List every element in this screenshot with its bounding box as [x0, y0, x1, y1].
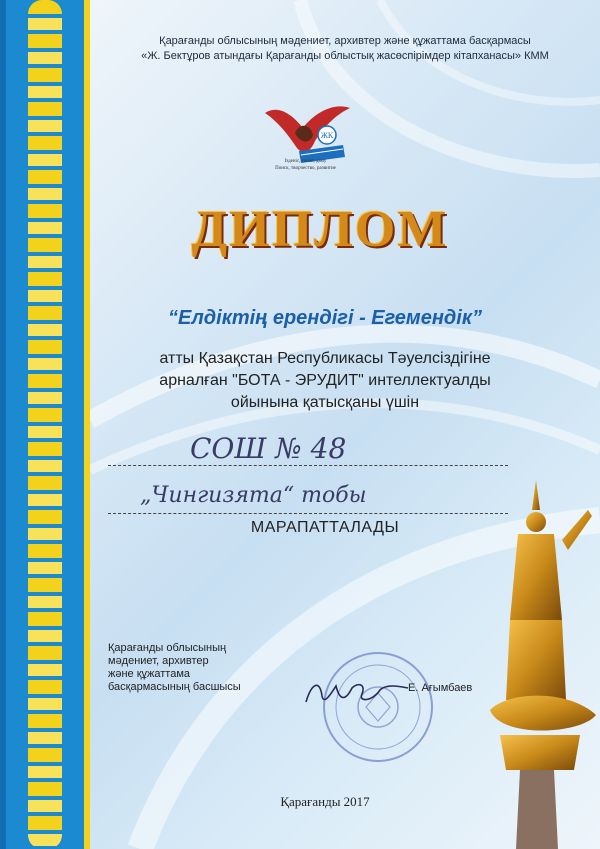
recipient-line-2: [108, 513, 508, 514]
recipient-team: „Чингизята“ тобы: [140, 483, 367, 508]
body-line-3: ойынына қатысқаны үшін: [230, 394, 420, 411]
award-text: МАРАПАТТАЛАДЫ: [250, 519, 400, 536]
header-line-2: «Ж. Бектұров атындағы Қарағанды облыстық жасөспірімдер кітапханасы» КММ: [141, 50, 549, 62]
logo-slogan-line-2: Поиск, творчество, развитие: [275, 166, 336, 171]
monument-statue: [470, 470, 600, 849]
recipient-line-1: [108, 465, 508, 466]
recipient-school: СОШ № 48: [190, 432, 347, 465]
signature: [302, 672, 412, 712]
signatory-title-line-1: Қарағанды облысының: [108, 642, 227, 654]
diploma-title: ДИПЛОМ: [191, 201, 449, 258]
header-line-1: Қарағанды облысының мәдениет, архивтер және құжаттама басқармасы: [159, 35, 531, 47]
event-theme: “Елдіктің ерендігі - Егемендік”: [168, 307, 482, 329]
logo-slogan-line-1: Ізденіс, талап, даму: [284, 159, 327, 164]
signatory-title-line-3: және құжаттама: [108, 668, 191, 680]
body-line-2: арналған "БОТА - ЭРУДИТ" интеллектуалды: [159, 372, 491, 389]
side-ornament-border: [0, 0, 90, 849]
signatory-title-line-2: мәдениет, архивтер: [108, 655, 209, 667]
signatory-title-line-4: басқармасының басшысы: [108, 681, 241, 693]
city-year: Қарағанды 2017: [280, 794, 370, 809]
signatory-name: Е. Ағымбаев: [408, 682, 473, 694]
signatory-title: [108, 642, 258, 694]
logo-slogan: [258, 158, 353, 172]
svg-text:ЖК: ЖК: [320, 131, 334, 140]
body-line-1: атты Қазақстан Республикасы Тәуелсіздігіне: [159, 350, 491, 367]
